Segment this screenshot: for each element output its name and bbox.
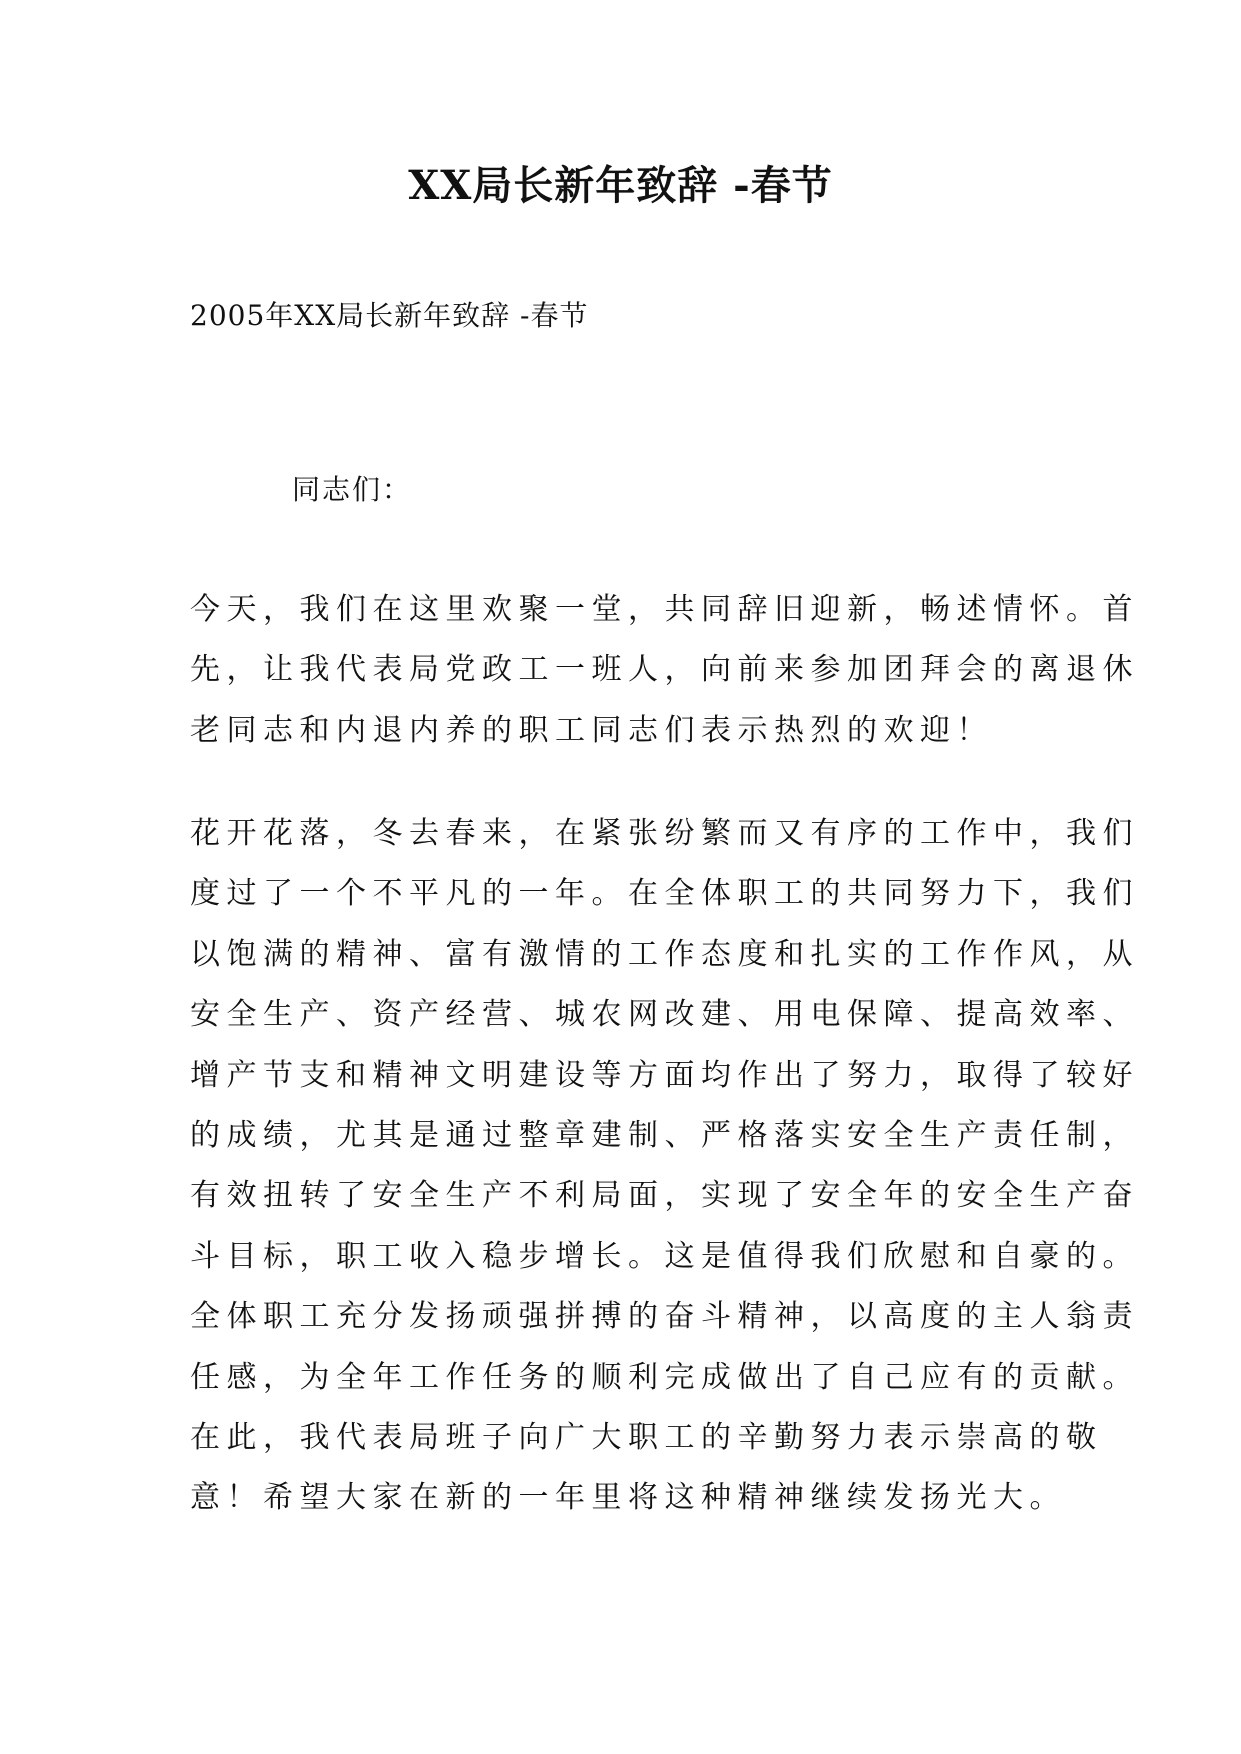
paragraph-line: 度过了一个不平凡的一年。在全体职工的共同努力下，我们 (190, 876, 1139, 912)
document-subtitle: 2005年XX局长新年致辞 -春节 (190, 299, 589, 332)
paragraph-line: 先，让我代表局党政工一班人，向前来参加团拜会的离退休 (190, 652, 1139, 688)
paragraph-line: 任感，为全年工作任务的顺利完成做出了自己应有的贡献。 (190, 1359, 1139, 1395)
paragraph-line: 安全生产、资产经营、城农网改建、用电保障、提高效率、 (190, 997, 1139, 1033)
paragraph-line: 今天，我们在这里欢聚一堂，共同辞旧迎新，畅述情怀。首 (190, 592, 1139, 627)
paragraph-line: 斗目标，职工收入稳步增长。这是值得我们欣慰和自豪的。 (190, 1238, 1139, 1274)
paragraph-line: 花开花落，冬去春来，在紧张纷繁而又有序的工作中，我们 (190, 816, 1139, 851)
paragraph-line: 意！希望大家在新的一年里将这种精神继续发扬光大。 (190, 1480, 1066, 1516)
paragraph-line: 全体职工充分发扬顽强拼搏的奋斗精神，以高度的主人翁责 (190, 1299, 1139, 1335)
salutation: 同志们： (292, 473, 413, 506)
paragraph-line: 的成绩，尤其是通过整章建制、严格落实安全生产责任制， (190, 1118, 1139, 1154)
paragraph-line: 增产节支和精神文明建设等方面均作出了努力，取得了较好 (190, 1057, 1139, 1093)
paragraph-line: 老同志和内退内养的职工同志们表示热烈的欢迎！ (190, 712, 993, 748)
paragraph-line: 在此，我代表局班子向广大职工的辛勤努力表示崇高的敬 (190, 1420, 1103, 1456)
paragraph-review (190, 804, 1139, 1529)
paragraph-line: 有效扭转了安全生产不利局面，实现了安全年的安全生产奋 (190, 1178, 1139, 1214)
document-title: XX局长新年致辞 -春节 (408, 162, 833, 209)
paragraph-welcome (190, 580, 1139, 761)
paragraph-line: 以饱满的精神、富有激情的工作态度和扎实的工作作风，从 (190, 936, 1139, 972)
